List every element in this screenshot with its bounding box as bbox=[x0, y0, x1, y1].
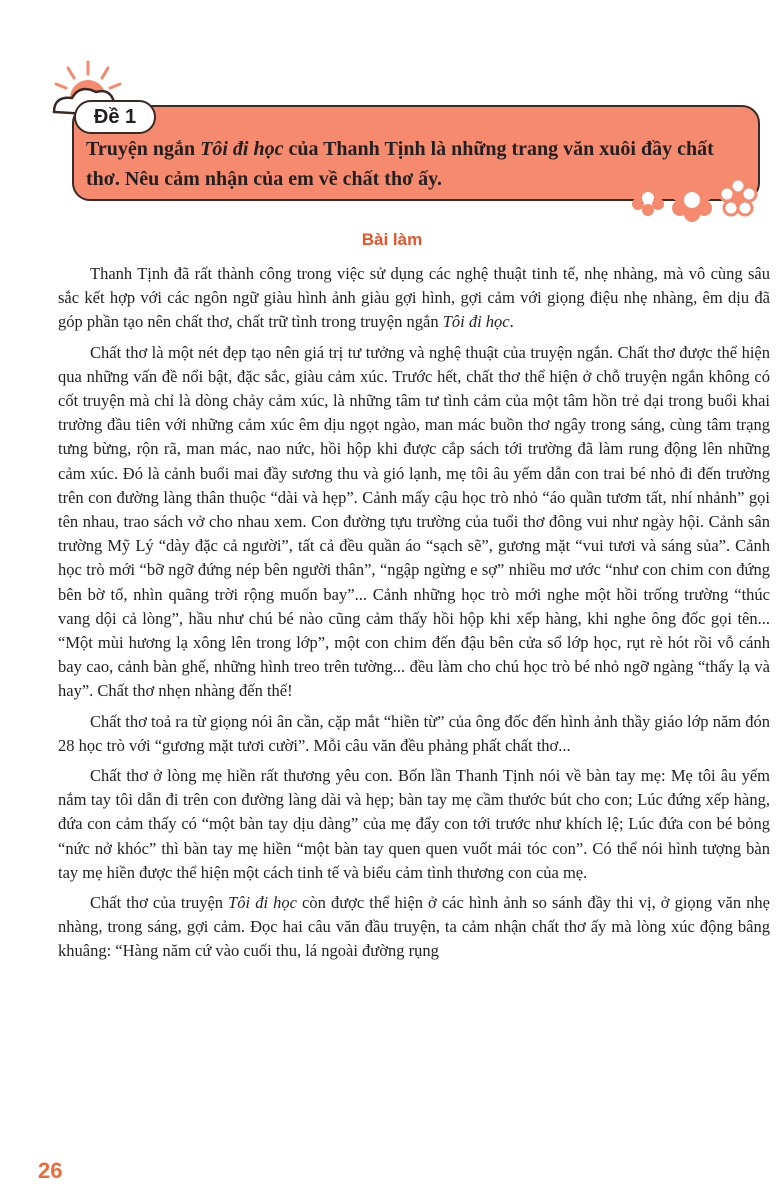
paragraph: Chất thơ toả ra từ giọng nói ân cần, cặp mắt “hiền từ” của ông đốc đến hình ảnh thầy giáo lớp năm đón 28 học trò với “gương mặt tươi cười”. Mỗi câu văn đều phảng phất chất thơ... bbox=[58, 711, 770, 755]
paragraph: Chất thơ của truyện Tôi đi học còn được thể hiện ở các hình ảnh so sánh đầy thi vị, ở giọng văn nhẹ nhàng, trong sáng, gợi cảm. Đọc hai câu văn đầu truyện, ta cảm nhận chất thơ ấy mà lòng xúc động bâng khuâng: “Hàng năm cứ vào cuối thu, lá ngoài đường rụng bbox=[58, 893, 770, 961]
paragraph: Chất thơ ở lòng mẹ hiền rất thương yêu con. Bốn lần Thanh Tịnh nói về bàn tay mẹ: Mẹ tôi âu yếm nắm tay tôi dẫn đi trên con đường làng dài và hẹp; bàn tay mẹ cầm thước bút cho con; Lúc đứng xếp hàng, đứa con cảm thấy có “một bàn tay dịu dàng” của mẹ đẩy con tới trước như khích lệ; Lúc đứa con bé bỏng “nức nở khóc” thì bàn tay mẹ hiền “một bàn tay quen quen vuốt mái tóc con”. Có thể nói hình tượng bàn tay mẹ hiền được thể hiện một cách tinh tế và biểu cảm tình thương con của mẹ. bbox=[58, 766, 770, 882]
exercise-label: Đề 1 bbox=[93, 106, 137, 128]
section-heading: Bài làm bbox=[361, 230, 423, 249]
story-title: Tôi đi học bbox=[200, 138, 284, 160]
page-number: 26 bbox=[38, 1158, 63, 1183]
paragraph: Chất thơ là một nét đẹp tạo nên giá trị tư tưởng và nghệ thuật của truyện ngắn. Chất thơ được thể hiện qua những vấn đề nổi bật, đặc sắc, giàu cảm xúc. Trước hết, chất thơ thể hiện ở chỗ truyện ngắn không có cốt truyện mà chỉ là dòng chảy cảm xúc, là những tâm tư tình cảm của một tâm hồn trẻ dại trong buổi khai trường đầu tiên với những cảm xúc êm dịu ngọt ngào, man mác buồn thơ ngây trong sáng, cùng tâm trạng tưng bừng, rộn rã, man mác, nao nức, hồi hộp khi được cắp sách tới trường đã làm rung động lên những cảm xúc. Đó là cảnh buổi mai đầy sương thu và gió lạnh, mẹ tôi âu yếm dẫn con trai bé nhỏ đi đến trường trên con đường làng thân thuộc “dài và hẹp”. Cảnh mấy cậu học trò nhỏ “áo quần tươm tất, nhí nhảnh” gọi tên nhau, trao sách vở cho nhau xem. Con đường tựu trường của tuổi thơ đông vui như ngày hội. Cảnh sân trường Mỹ Lý “dày đặc cả người”, tất cả đều quần áo “sạch sẽ”, gương mặt “vui tươi và sáng sủa”. Cảnh học trò mới “bỡ ngỡ đứng nép bên người thân”, “ngập ngừng e sợ” nhiều mơ ước “như con chim con đứng bên bờ tổ, nhìn quãng trời rộng muốn bay”... Cảnh những học trò mới nghe một hồi trống trường “thúc vang dội cả lòng”, hầu như chú bé nào cũng cảm thấy hồi hộp khi xếp hàng, khi nghe ông đốc gọi tên... “Một mùi hương lạ xông lên trong lớp”, một con chim đến đậu bên cửa sổ lớp học, rụt rè hót rồi vỗ cánh bay cao, cảnh bàn ghế, những hình treo trên tường... đều làm cho chú học trò bé nhỏ ngỡ ngàng “thấy lạ và hay”. Chất thơ nhẹn nhàng đến thế! bbox=[58, 342, 770, 701]
story-title: Tôi đi học bbox=[442, 312, 510, 332]
exercise-prompt: Truyện ngắn Tôi đi học của Thanh Tịnh là những trang văn xuôi đầy chất thơ. Nêu cảm nhận của em về chất thơ ấy. bbox=[86, 138, 714, 190]
story-title: Tôi đi học bbox=[228, 893, 297, 913]
essay-body bbox=[58, 262, 770, 970]
flower-icon bbox=[620, 172, 770, 228]
paragraph: Thanh Tịnh đã rất thành công trong việc sử dụng các nghệ thuật tinh tế, nhẹ nhàng, mà vô cùng sâu sắc kết hợp với các ngôn ngữ giàu hình ảnh giàu gợi hình, gợi cảm với giọng điệu nhẹ nhàng, êm dịu đã góp phần tạo nên chất thơ, chất trữ tình trong truyện ngắn Tôi đi học. bbox=[58, 264, 770, 332]
